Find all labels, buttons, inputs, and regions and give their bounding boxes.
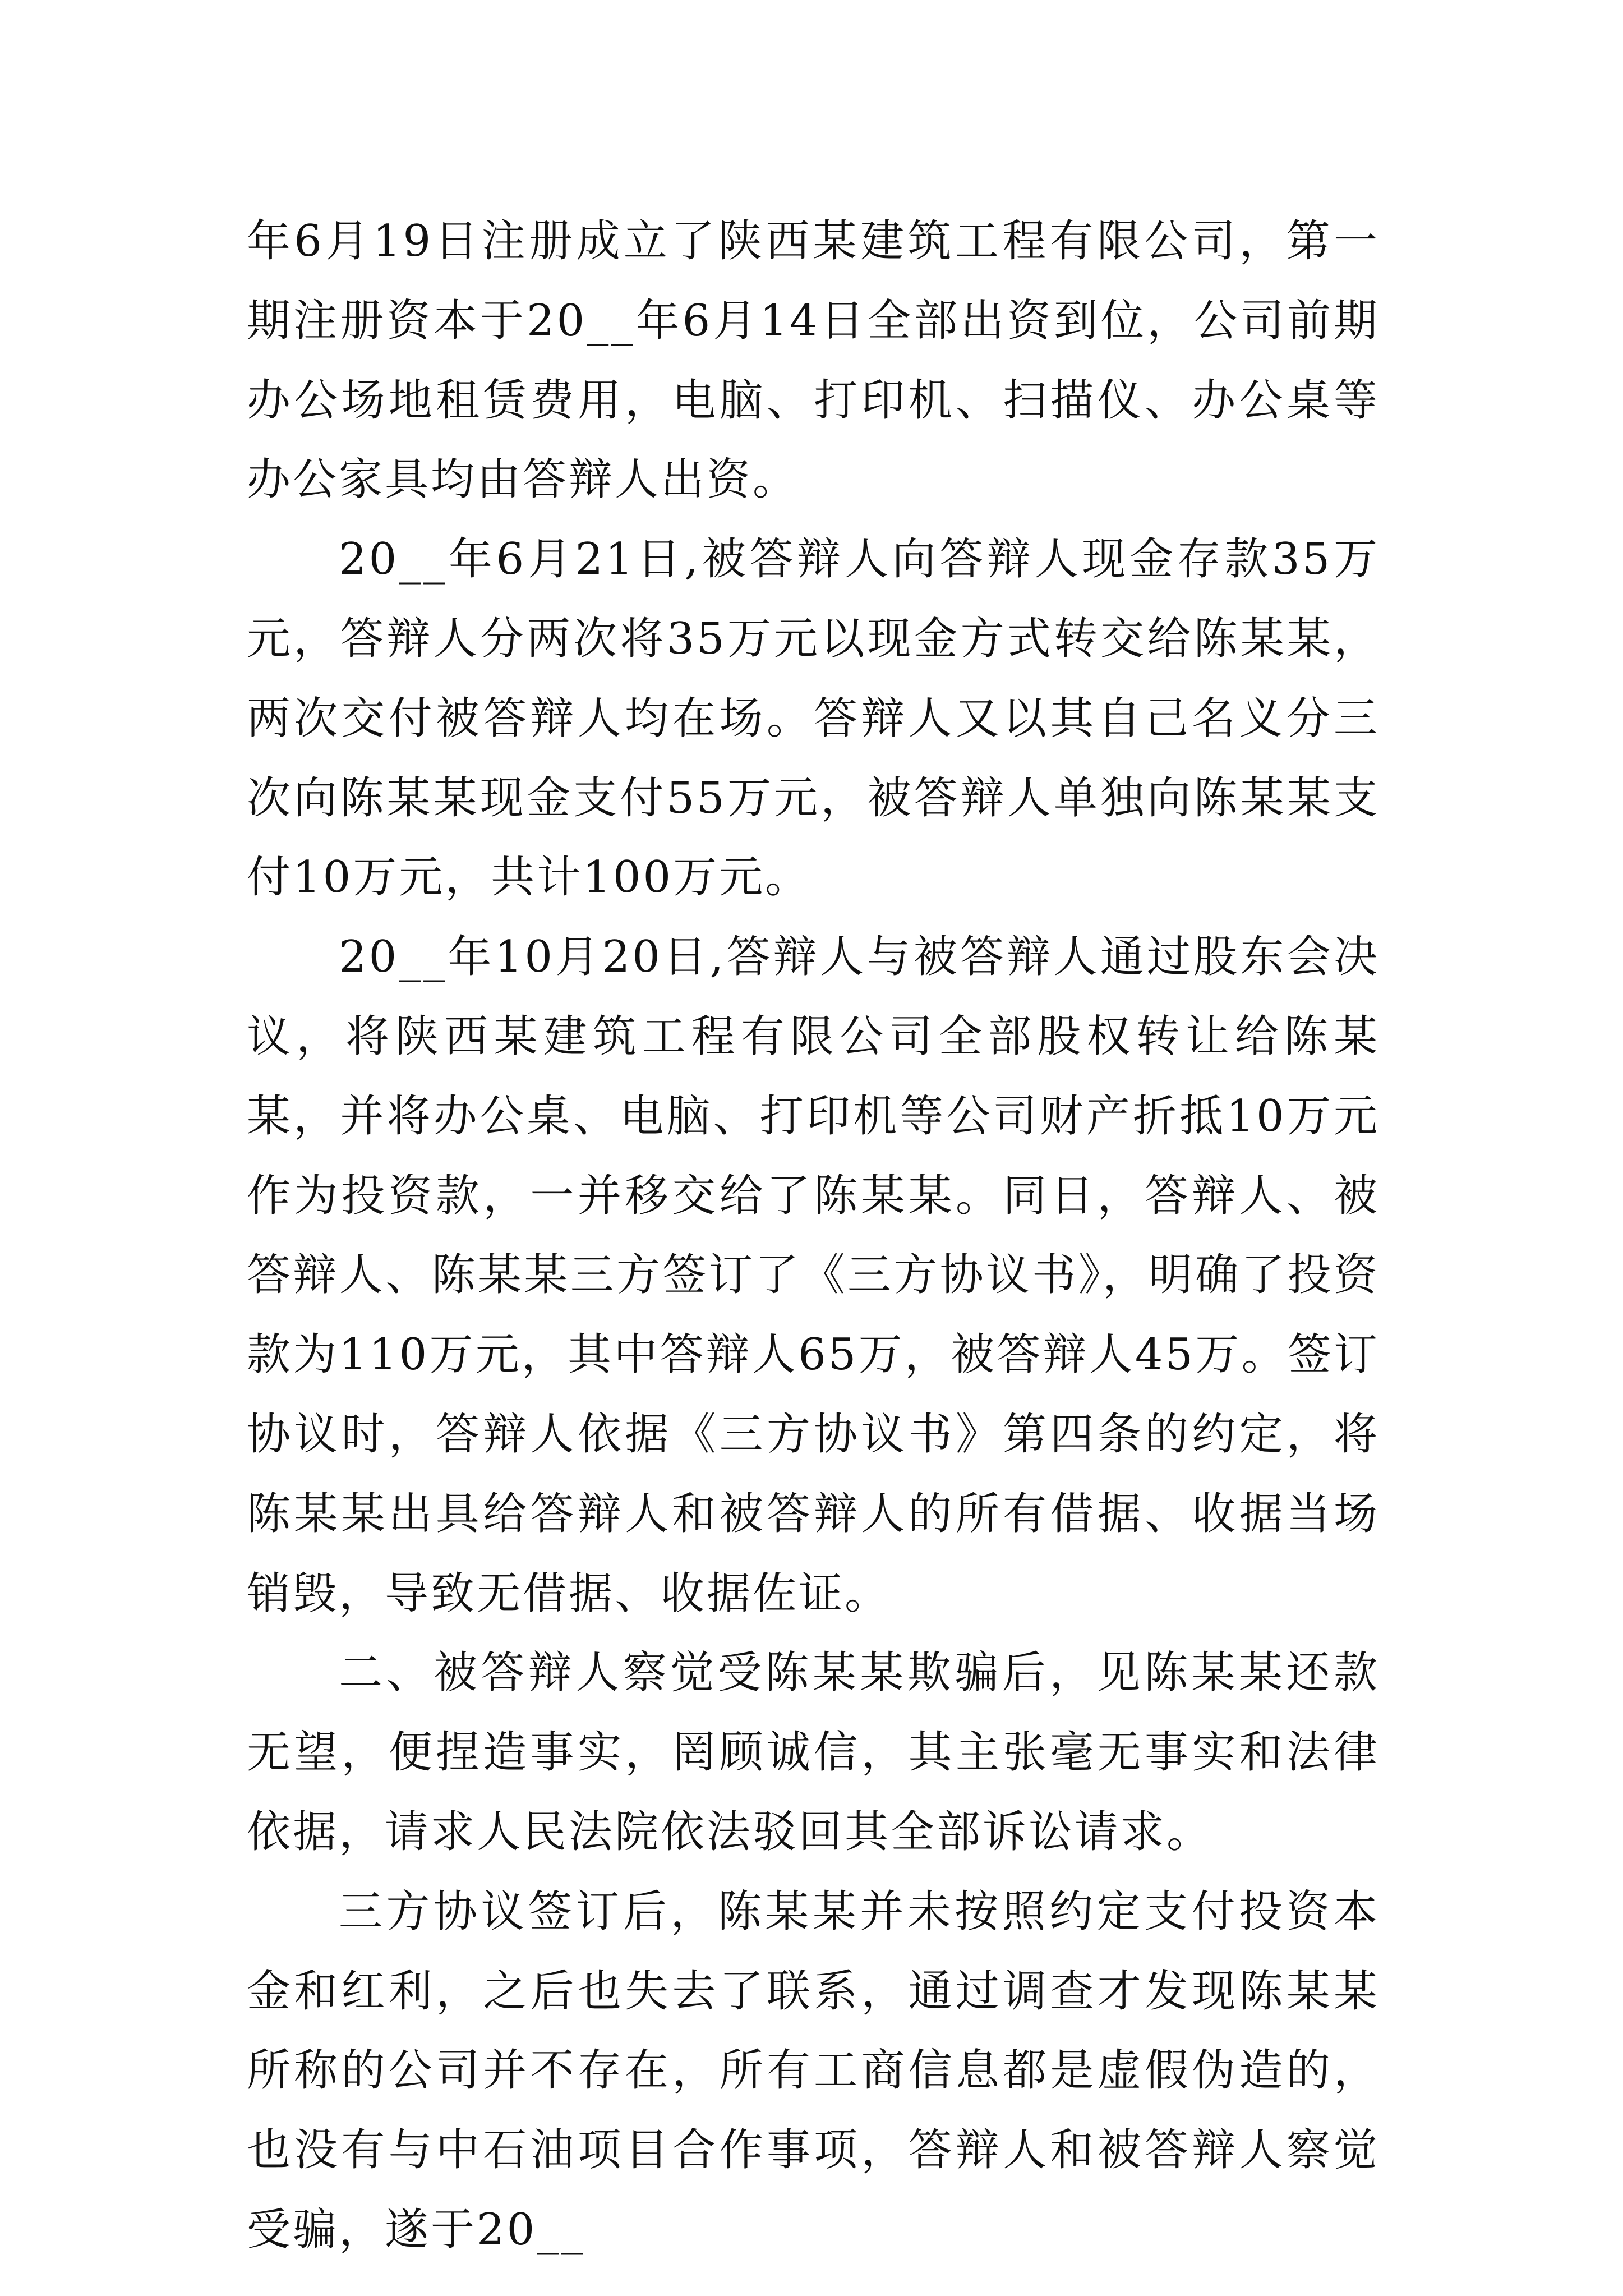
- paragraph-2: 20__年6月21日,被答辩人向答辩人现金存款35万元，答辩人分两次将35万元以现金方式转交给陈某某，两次交付被答辩人均在场。答辩人又以其自己名义分三次向陈某某现金支付55万元，被答辩人单独向陈某某支付10万元，共计100万元。: [247, 534, 1380, 903]
- paragraph-3: 20__年10月20日,答辩人与被答辩人通过股东会决议，将陕西某建筑工程有限公司全部股权转让给陈某某，并将办公桌、电脑、打印机等公司财产折抵10万元作为投资款，一并移交给了陈某某。同日，答辩人、被答辩人、陈某某三方签订了《三方协议书》，明确了投资款为110万元，其中答辩人65万，被答辩人45万。签订协议时，答辩人依据《三方协议书》第四条的约定，将陈某某出具给答辩人和被答辩人的所有借据、收据当场销毁，导致无借据、收据佐证。: [247, 932, 1380, 1619]
- document-body: [247, 202, 1380, 2270]
- paragraph-1: 年6月19日注册成立了陕西某建筑工程有限公司，第一期注册资本于20__年6月14日全部出资到位，公司前期办公场地租赁费用，电脑、打印机、扫描仪、办公桌等办公家具均由答辩人出资。: [247, 216, 1380, 505]
- paragraph-4: 二、被答辩人察觉受陈某某欺骗后，见陈某某还款无望，便捏造事实，罔顾诚信，其主张毫无事实和法律依据，请求人民法院依法驳回其全部诉讼请求。: [247, 1648, 1380, 1857]
- paragraph-5: 三方协议签订后，陈某某并未按照约定支付投资本金和红利，之后也失去了联系，通过调查才发现陈某某所称的公司并不存在，所有工商信息都是虚假伪造的，也没有与中石油项目合作事项，答辩人和被答辩人察觉受骗，遂于20__: [247, 1886, 1380, 2255]
